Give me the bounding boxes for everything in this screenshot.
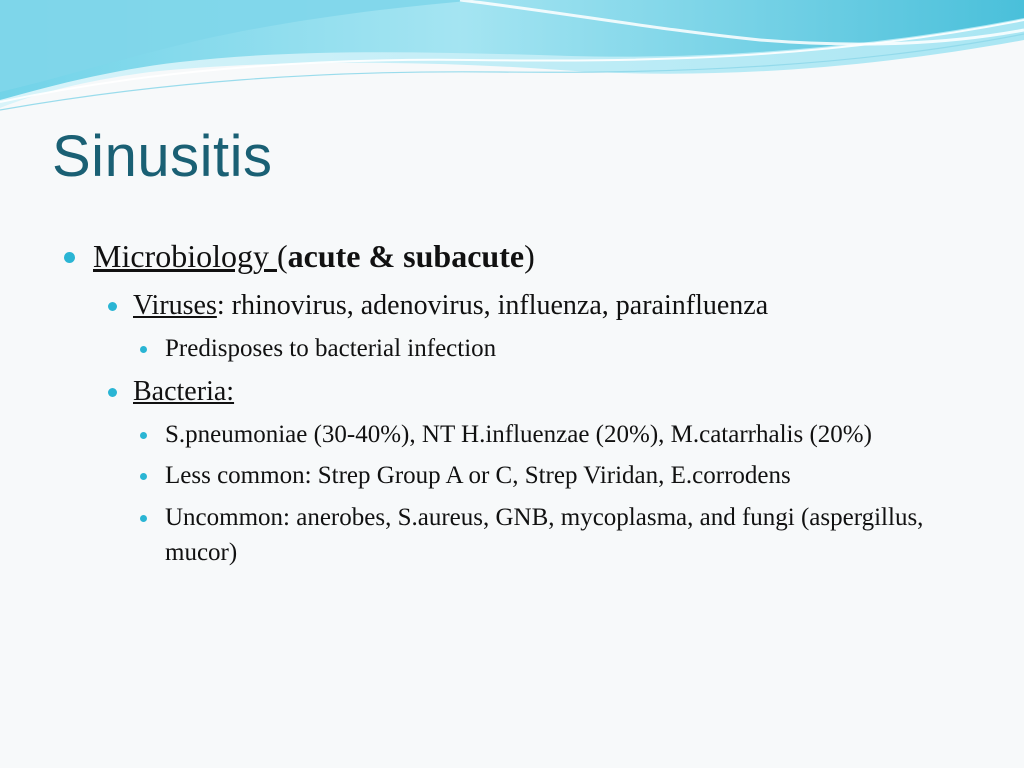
bullet-uncommon bbox=[60, 500, 980, 571]
bullet-list bbox=[60, 236, 980, 577]
bullet-predisposes bbox=[60, 331, 980, 367]
wave-header-decoration bbox=[0, 0, 1024, 130]
bullet-dot bbox=[140, 515, 147, 522]
predisposes-text: Predisposes to bacterial infection bbox=[165, 334, 497, 362]
bullet-dot bbox=[140, 346, 147, 353]
microbiology-label: Microbiology bbox=[93, 238, 277, 274]
slide-title: Sinusitis bbox=[52, 124, 273, 189]
viruses-text: : rhinovirus, adenovirus, influenza, parainfluenza bbox=[216, 290, 769, 321]
paren-close: ) bbox=[524, 238, 535, 274]
bullet-dot bbox=[64, 252, 75, 263]
bullet-viruses bbox=[60, 286, 980, 327]
acute-subacute-text: acute & subacute bbox=[287, 238, 525, 274]
bullet-bacteria bbox=[60, 372, 980, 413]
bullet-dot bbox=[140, 473, 147, 480]
viruses-label: Viruses bbox=[133, 290, 217, 321]
bullet-microbiology bbox=[60, 236, 980, 276]
bullet-common-bacteria bbox=[60, 417, 980, 453]
less-common-text: Less common: Strep Group A or C, Strep Viridan, E.corrodens bbox=[165, 462, 791, 490]
bullet-dot bbox=[140, 432, 147, 439]
uncommon-text: Uncommon: anerobes, S.aureus, GNB, mycoplasma, and fungi (aspergillus, mucor) bbox=[165, 503, 924, 567]
common-bacteria-text: S.pneumoniae (30-40%), NT H.influenzae (20%), M.catarrhalis (20%) bbox=[165, 420, 872, 448]
paren-open: ( bbox=[276, 238, 288, 274]
bullet-dot bbox=[108, 302, 117, 311]
bullet-less-common bbox=[60, 458, 980, 494]
bullet-dot bbox=[108, 388, 117, 397]
bacteria-label: Bacteria: bbox=[133, 376, 235, 408]
